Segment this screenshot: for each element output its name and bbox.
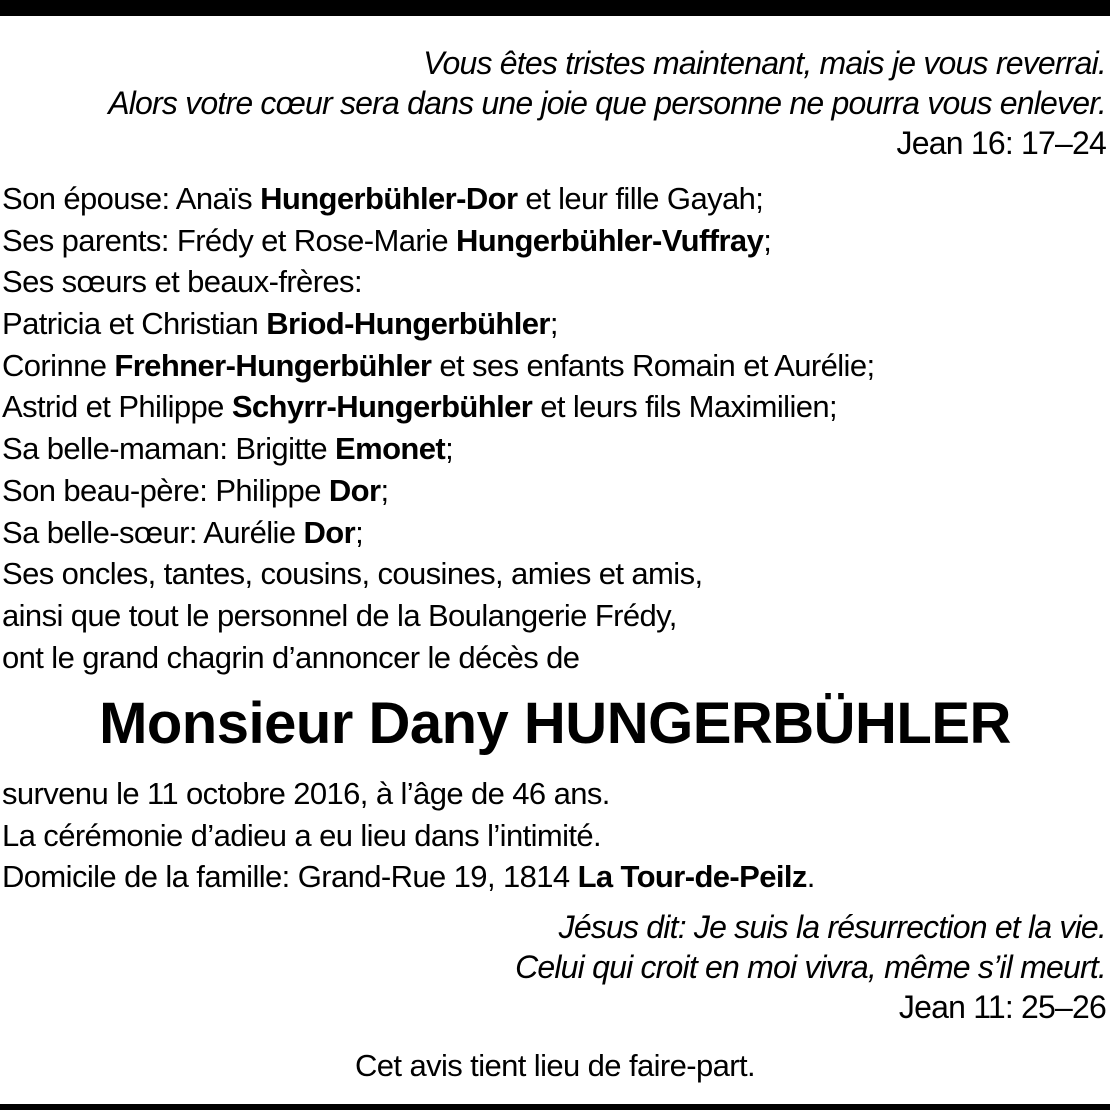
family-spouse-suffix: et leur fille Gayah;: [517, 181, 764, 216]
opening-verse-line-1: Vous êtes tristes maintenant, mais je vous reverrai.: [423, 45, 1106, 81]
family-extended: Ses oncles, tantes, cousins, cousines, amies et amis,: [2, 556, 703, 592]
family-parents: [2, 220, 874, 262]
family-address: [2, 856, 815, 898]
family-sibling-2-prefix: Corinne: [2, 347, 115, 383]
opening-verse-reference: Jean 16: 17–24: [896, 125, 1106, 161]
family-sibling-3-name: Schyrr-Hungerbühler: [231, 389, 533, 425]
closing-note: Cet avis tient lieu de faire-part.: [354, 1048, 756, 1083]
family-mother-in-law-name: Emonet: [335, 431, 446, 467]
family-spouse-name: Hungerbühler-Dor: [260, 181, 518, 216]
family-parents-name: Hungerbühler-Vuffray: [456, 222, 764, 258]
family-sister-in-law-suffix: ;: [355, 514, 364, 550]
death-details: [2, 773, 815, 898]
family-address-prefix: Domicile de la famille: Grand-Rue 19, 1814: [2, 859, 578, 895]
closing-verse: [515, 907, 1106, 1027]
family-sibling-3-prefix: Astrid et Philippe: [2, 389, 232, 425]
family-sibling-1-prefix: Patricia et Christian: [2, 306, 267, 342]
family-sibling-2: [2, 345, 874, 387]
family-father-in-law: [2, 470, 874, 512]
family-siblings-heading: Ses sœurs et beaux-frères:: [2, 264, 362, 300]
family-sibling-3: [2, 386, 874, 428]
family-address-suffix: .: [806, 859, 815, 895]
deceased-name: Monsieur Dany HUNGERBÜHLER: [99, 691, 1011, 756]
family-sibling-3-suffix: et leurs fils Maximilien;: [532, 389, 838, 425]
closing-verse-line-1: Jésus dit: Je suis la résurrection et la vie.: [558, 909, 1106, 945]
closing-verse-line-2: Celui qui croit en moi vivra, même s’il meurt.: [515, 949, 1106, 985]
family-list: [2, 178, 874, 678]
family-sibling-1-name: Briod-Hungerbühler: [266, 306, 550, 342]
opening-verse-line-2: Alors votre cœur sera dans une joie que personne ne pourra vous enlever.: [108, 85, 1106, 121]
family-sibling-2-suffix: et ses enfants Romain et Aurélie;: [431, 347, 875, 383]
family-father-in-law-name: Dor: [328, 472, 381, 508]
family-sibling-1-suffix: ;: [549, 306, 558, 342]
opening-verse: [108, 43, 1106, 163]
family-staff: ainsi que tout le personnel de la Boulangerie Frédy,: [2, 597, 677, 633]
family-sister-in-law-prefix: Sa belle-sœur: Aurélie: [2, 514, 304, 550]
family-mother-in-law-suffix: ;: [445, 431, 454, 467]
closing-verse-reference: Jean 11: 25–26: [898, 989, 1106, 1025]
family-announcement: ont le grand chagrin d’annoncer le décès de: [2, 639, 580, 675]
death-date: survenu le 11 octobre 2016, à l’âge de 46 ans.: [2, 776, 610, 811]
ceremony-note: La cérémonie d’adieu a eu lieu dans l’intimité.: [2, 817, 602, 853]
family-mother-in-law: [2, 428, 874, 470]
bottom-border-rule: [0, 1104, 1110, 1110]
family-spouse-prefix: Son épouse: Anaïs: [2, 181, 261, 216]
family-sibling-1: [2, 303, 874, 345]
family-address-town: La Tour-de-Peilz: [577, 859, 807, 895]
family-father-in-law-suffix: ;: [380, 472, 389, 508]
top-border-rule: [0, 0, 1110, 16]
family-parents-prefix: Ses parents: Frédy et Rose-Marie: [2, 222, 456, 258]
family-parents-suffix: ;: [763, 222, 772, 258]
family-mother-in-law-prefix: Sa belle-maman: Brigitte: [2, 431, 336, 467]
family-sister-in-law: [2, 512, 874, 554]
family-sibling-2-name: Frehner-Hungerbühler: [114, 347, 432, 383]
family-sister-in-law-name: Dor: [303, 514, 356, 550]
family-spouse: [2, 178, 874, 220]
family-father-in-law-prefix: Son beau-père: Philippe: [2, 472, 329, 508]
